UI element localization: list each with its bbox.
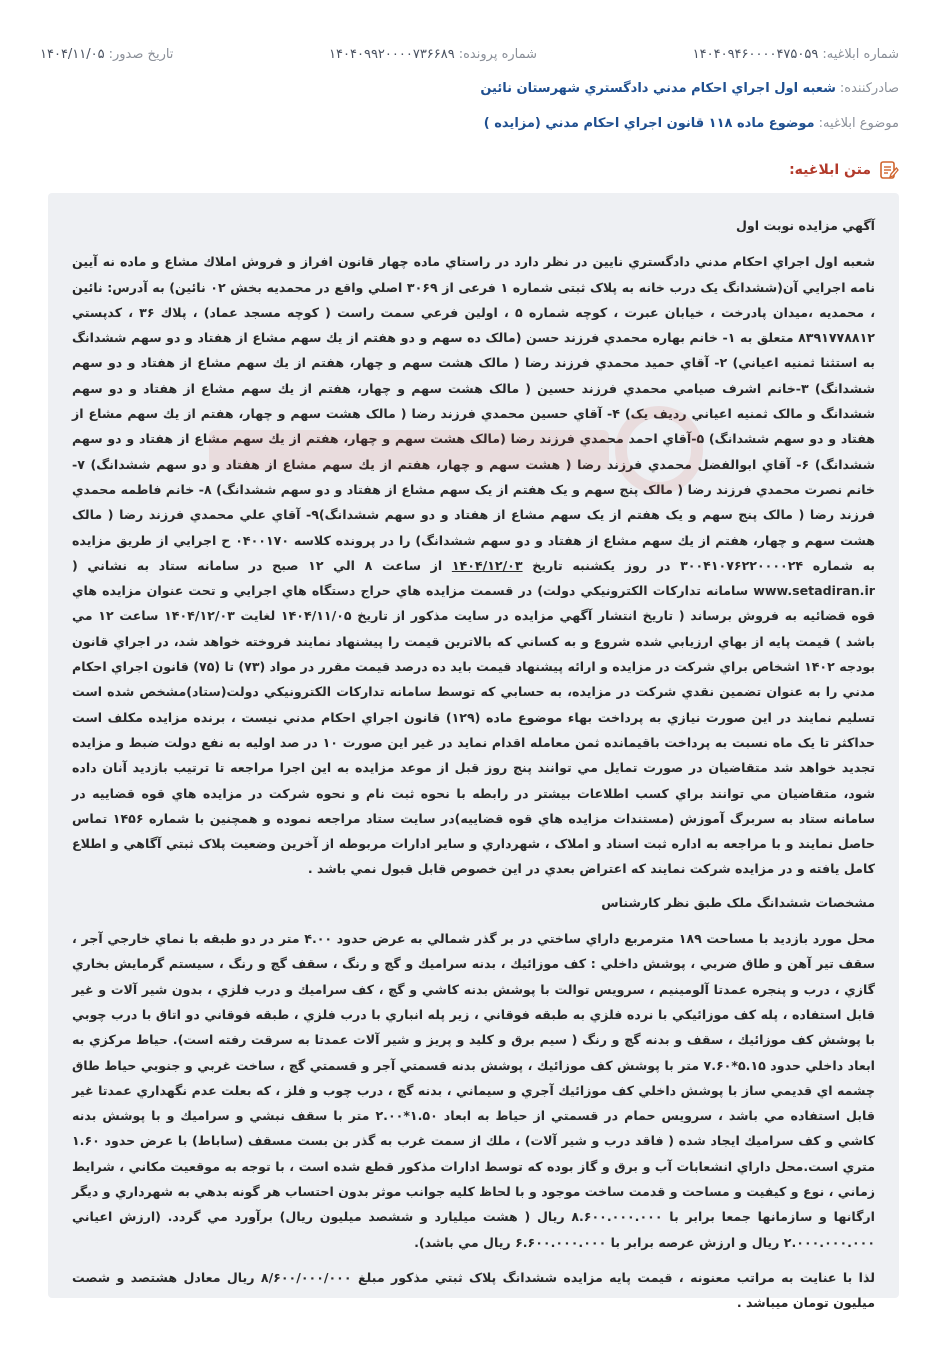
auction-paragraph-part-b: از ساعت ۸ الي ۱۲ صبح در سامانه ستاد به نشاني ( www.setadiran.ir سامانه تداركات الكترونيكي دولت) در قسمت مزايده هاي حراج دستگاه هاي اجرايي و تحت عنوان مزايده هاي قوه قضائيه به فروش برساند ( تاريخ انتشار آگهي مزايده در سايت مذكور از تاريخ ۱۴۰۴/۱۱/۰۵ لغايت ۱۴۰۴/۱۲/۰۳ ساعت ۱۲ مي باشد ) قيمت پايه از بهاي ارزيابي شده شروع و به كساني كه بالاترين قيمت را پيشنهاد نمايند فروخته خواهد شد، در اجراي قانون بودجه ۱۴۰۲ اشخاص براي شركت در مزايده و ارائه پيشنهاد قيمت بايد ده درصد قيمت مقرر در مواد (۷۳) تا (۷۵) قانون اجراي احكام مدني را به عنوان تضمين نقدي شركت در مزايده، به حسابي كه توسط سامانه تداركات الكترونيكي دولت(ستاد)مشخص شده است تسليم نمايند در اين صورت نيازي به پرداخت بهاء موضوع ماده (۱۲۹) قانون اجراي احكام مدني نيست ، برنده مزايده مكلف است حداكثر تا يک ماه نسبت به پرداخت باقيمانده ثمن معامله اقدام نمايد در غير اين صورت ۱۰ در صد اوليه به نفع دولت ضبط و مزايده تجديد خواهد شد متقاضيان در صورت تمايل مي توانند پنج روز قبل از موعد مزايده به اين اجرا مراجعه تا ترتيب بازديد آنان داده شود، متقاضيان مي توانند براي كسب اطلاعات بيشتر در رابطه با نحوه ثبت نام و نحوه شركت در مزايده هاي قوه قضاييه در سامانه ستاد به سربرگ آموزش (مستندات مزايده هاي قوه قضاييه)در سايت ستاد مراجعه نموده و همچنين با شماره ۱۴۵۶ تماس حاصل نمايند و با مراجعه به اداره ثبت اسناد و املاک ، شهرداري و ساير ادارات مربوطه از آخرين وضعيت پلاک ثبتي آگاهي و اطلاع كامل يافته و در مزايده شركت نمايند كه اعتراض بعدي در اين خصوص قابل قبول نمي باشد . xyxy=(72,557,876,877)
meta-row-numbers xyxy=(40,46,899,64)
notice-number xyxy=(693,46,899,64)
meta-row-subject xyxy=(40,115,899,133)
subject-label: موضوع ابلاغیه: xyxy=(818,116,899,131)
subject-value: موضوع ماده ۱۱۸ قانون اجراي احكام مدني (مزايده ) xyxy=(483,116,815,131)
notice-text-title xyxy=(789,160,899,180)
auction-paragraph-part-a: شعبه اول اجراي احكام مدني دادگستري نايين در نظر دارد در راستاي ماده چهار قانون افراز و فروش املاك مشاع و ماده نه آيين نامه اجرايي آن(ششدانگ يک درب خانه به پلاک ثبتی شماره ۱ فرعی از ۳۰۶۹ اصلي واقع در محمديه بخش ۰۲ نائين) به آدرس: نائين ، محمديه ،ميدان پادرخت ، خيابان عبرت ، كوچه شماره ۵ ، اولين فرعي سمت راست ( كوچه مسجد عماد) ، پلاك ۳۶ ، كدپستي ۸۳۹۱۷۷۸۸۱۲ متعلق به ۱- خانم بهاره محمدي فرزند حسن (مالک ده سهم و دو هفتم از يك سهم مشاع از هفتاد و دو سهم ششدانگ به استثنا ثمنيه اعياني) ۲- آقاي حميد محمدي فرزند رضا ( مالک هشت سهم و چهار، هفتم از يك سهم مشاع از هفتاد و دو سهم ششدانگ) ۳-خانم اشرف صيامي محمدي فرزند حسين ( مالک هشت سهم و چهار، هفتم از يك سهم مشاع از هفتاد و دو سهم ششدانگ و مالک ثمنيه اعياني رديف يک) ۴- آقاي حسين محمدي فرزند رضا ( مالک هشت سهم و چهار، هفتم از يك سهم مشاع از هفتاد و دو سهم ششدانگ) ۵-آقاي احمد محمدي فرزند رضا (مالک هشت سهم و چهار، هفتم از يك سهم مشاع از هفتاد و دو سهم ششدانگ) ۶- آقاي ابوالفضل محمدي فرزند رضا ( هشت سهم و چهار، هفتم از يك سهم مشاع از هفتاد و دو سهم ششدانگ) ۷- خانم نصرت محمدي فرزند رضا ( مالک پنج سهم و يک هفتم از يک سهم مشاع از هفتاد و دو سهم ششدانگ) ۸- خانم فاطمه محمدي فرزند رضا ( مالک پنج سهم و يک هفتم از يک سهم مشاع از هفتاد و دو سهم ششدانگ)۹- آقاي علي محمدي فرزند رضا ( مالک هشت سهم و چهار، هفتم از يك سهم مشاع از هفتاد و دو سهم ششدانگ) را در پرونده كلاسه ۰۴۰۰۱۷۰ ح اجرايي از طريق مزايده به شماره ۳۰۰۴۱۰۷۶۲۲۰۰۰۰۲۴ در روز يكشنبه تاريخ xyxy=(72,254,875,573)
notice-text-label: متن ابلاغیه: xyxy=(789,162,871,178)
issue-date-value: ۱۴۰۴/۱۱/۰۵ xyxy=(40,47,105,62)
issuer-value: شعبه اول اجراي احكام مدني دادگستري شهرستان نائين xyxy=(480,81,836,96)
meta-row-issuer xyxy=(40,80,899,98)
base-price-paragraph: لذا با عنايت به مراتب معنونه ، قيمت پايه مزايده ششدانگ پلاک ثبتي مذكور مبلغ ۸/۶۰۰/۰۰۰/۰۰۰ ريال معادل هشتصد و شصت ميليون تومان ميباشد . xyxy=(72,1269,875,1311)
issue-date xyxy=(40,46,173,64)
issue-date-label: تاریخ صدور: xyxy=(108,47,174,62)
notice-body xyxy=(48,193,899,1311)
file-number-label: شماره پرونده: xyxy=(458,47,538,62)
property-specs-heading: مشخصات ششدانگ ملک طبق نظر كارشناس xyxy=(601,894,875,910)
document-edit-icon xyxy=(879,160,899,180)
auction-paragraph-main xyxy=(72,249,875,881)
auction-date: ۱۴۰۴/۱۲/۰۳ xyxy=(451,557,523,573)
file-number xyxy=(329,46,537,64)
property-specs-paragraph: محل مورد بازديد با مساحت ۱۸۹ مترمربع داراي ساختي در بر گذر شمالي به عرض حدود ۴.۰۰ متر در دو طبقه با نماي خارجي آجر ، سقف تير آهن و طاق ضربي ، پوشش داخلي : كف موزائيك ، بدنه سراميك و گچ و رنگ ، سقف گچ و رنگ ، سيستم گرمايش بخاري گازي ، درب و پنجره عمدتا آلومينيم ، سرويس توالت با پوشش بدنه كاشي و گچ ، كف سراميك و درب فلزي ، بدون شير آلات و غير قابل استفاده ، پله كف موزائيكي با نرده فلزي به طبقه فوقاني ، زير پله انباري با درب فلزي ، طبقه فوقاني دو اتاق با درب چوبي با پوشش كف موزائيك ، سقف و بدنه گچ و رنگ ( سيم برق و كليد و پريز و شير آلات عمدتا به سرقت رفته است). حياط مركزي به ابعاد داخلي حدود ۵.۱۵*۷.۶۰ متر با پوشش كف موزائيك ، پوشش بدنه قسمتي آجر و قسمتي گچ ، ساخت غربي و جنوبي حياط طاق چشمه اي قديمي ساز با پوشش داخلي كف موزائيك آجري و سيماني ، بدنه گچ ، درب چوب و فلز ، كه بعلت عدم نگهداري عمدتا غير قابل استفاده مي باشد ، سرويس حمام در قسمتي از حياط به ابعاد ۱.۵۰*۲.۰۰ متر با سقف نبشي و سراميك و با پوشش بدنه كاشي و كف سراميك ايجاد شده ( فاقد درب و شير آلات) ، ملك از سمت غرب به گذر بن بست مسقف (ساباط) با عرض حدود ۱.۶۰ متري است.محل داراي انشعابات آب و برق و گاز بوده كه توسط ادارات مذكور قطع شده است ، با توجه به موقعيت مكاني ، شرايط زماني ، نوع و كيفيت و مساحت و قدمت ساخت موجود و با لحاظ كليه جوانب موثر بدون احتساب هر گونه بدهي به شهرداري و ديگر ارگانها و سازمانها جمعا برابر با ۸.۶۰۰.۰۰۰.۰۰۰ ريال ( هشت ميليارد و ششصد ميليون ريال) برآورد مي گردد. (ارزش اعياني ۲.۰۰۰.۰۰۰.۰۰۰ ريال و ارزش عرصه برابر با ۶.۶۰۰.۰۰۰.۰۰۰ ريال مي باشد). xyxy=(72,931,875,1250)
issuer-label: صادرکننده: xyxy=(839,81,899,96)
notice-number-label: شماره ابلاغیه: xyxy=(822,47,899,62)
file-number-value: ۱۴۰۴۰۹۹۲۰۰۰۰۷۳۶۶۸۹ xyxy=(329,47,455,62)
notice-number-value: ۱۴۰۴۰۹۴۶۰۰۰۰۴۷۵۰۵۹ xyxy=(692,47,819,62)
auction-heading: آگهي مزايده نوبت اول xyxy=(736,218,875,233)
